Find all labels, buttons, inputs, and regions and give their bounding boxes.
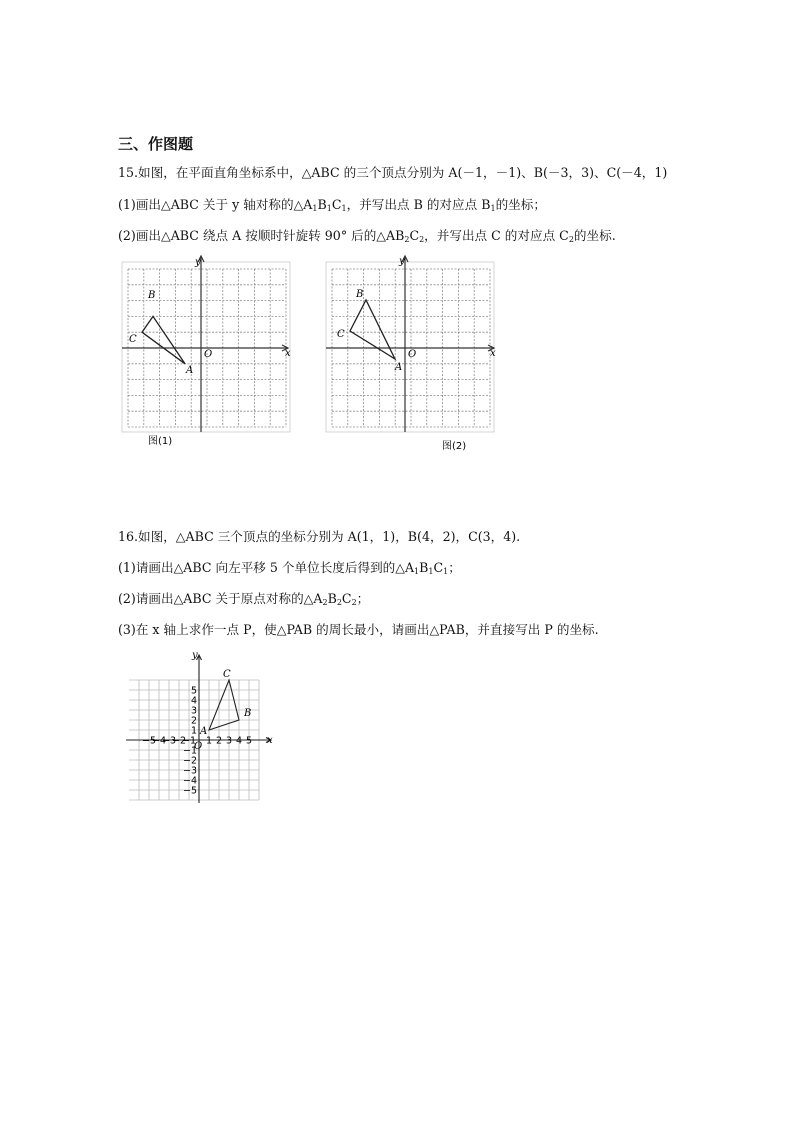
x-tick-label: 5 — [245, 735, 253, 747]
q15-part1: (1)画出△ABC 关于 y 轴对称的$\triangle A_1B_1C_1$，并写出点 B 的对应点 $B_1$的坐标； — [118, 197, 546, 213]
x-axis-label: x — [490, 348, 496, 359]
y-tick-label: 3 — [190, 705, 197, 717]
triangle-abc — [209, 680, 239, 730]
x-tick-label: −3 — [161, 735, 177, 747]
point-b-label: B — [356, 289, 364, 300]
y-tick-label: −3 — [182, 765, 197, 777]
y-tick-label: 1 — [190, 725, 197, 737]
q15-figure-2 — [322, 252, 502, 457]
q15-figure-1 — [118, 252, 298, 452]
q16-part3: (3)在 x 轴上求作一点 P，使△PAB 的周长最小，请画出△PAB，并直接写出 P 的坐标. — [118, 622, 599, 637]
x-tick-label: 2 — [215, 735, 223, 747]
y-tick-label: −2 — [182, 755, 197, 767]
y-axis-label: y — [399, 256, 405, 267]
origin-label: O — [204, 349, 213, 360]
y-axis-label: y — [195, 257, 201, 268]
x-tick-label: −5 — [141, 735, 157, 747]
q16-stem: 16.如图，△ABC 三个顶点的坐标分别为 A(1，1)，B(4，2)，C(3，4). — [118, 529, 521, 544]
triangle-abc — [142, 316, 185, 363]
x-tick-label: 4 — [235, 735, 243, 747]
figure-2-caption: 图(2) — [442, 441, 467, 452]
y-tick-label: 2 — [190, 715, 197, 727]
section-title: 三、作图题 — [118, 135, 194, 153]
q16-figure — [118, 650, 278, 805]
origin-label: O — [408, 349, 417, 360]
figure-1-caption: 图(1) — [148, 436, 173, 447]
y-axis — [402, 256, 408, 432]
y-axis — [198, 256, 204, 432]
x-tick-label: −4 — [151, 735, 167, 747]
point-a-label: A — [186, 365, 194, 376]
x-tick-label: −2 — [171, 735, 187, 747]
y-tick-label: 4 — [190, 695, 197, 707]
y-tick-label: −4 — [182, 775, 197, 787]
triangle-abc — [350, 300, 395, 359]
y-tick-label: 5 — [190, 685, 197, 697]
y-tick-label: −5 — [182, 785, 197, 797]
y-tick-label: −1 — [182, 745, 197, 757]
origin-label: O — [194, 741, 203, 752]
x-tick-label: 3 — [225, 735, 233, 747]
q15-part2: (2)画出△ABC 绕点 A 按顺时针旋转 90° 后的$\triangle AB_2C_2$，并写出点 C 的对应点 $C_2$的坐标. — [118, 228, 616, 244]
q15-stem: 15.如图，在平面直角坐标系中，△ABC 的三个顶点分别为 A(－1，－1)、B(－3，3)、C(－4，1) — [118, 165, 668, 180]
point-c-label: C — [337, 329, 345, 340]
point-a-label: A — [395, 362, 403, 373]
point-c-label: C — [223, 669, 231, 680]
point-b-label: B — [244, 708, 252, 719]
y-axis-label: y — [192, 650, 198, 661]
point-c-label: C — [129, 334, 137, 345]
x-tick-label: −1 — [181, 735, 197, 747]
x-tick-label: 1 — [205, 735, 213, 747]
x-axis-label: x — [285, 348, 291, 359]
q16-part2: (2)请画出△ABC 关于原点对称的$\triangle A_2B_2C_2$； — [118, 591, 370, 607]
point-b-label: B — [148, 290, 156, 301]
q16-part1: (1)请画出△ABC 向左平移 5 个单位长度后得到的$\triangle A_1B_1C_1$； — [118, 560, 461, 576]
x-axis-label: x — [267, 735, 273, 746]
point-a-label: A — [200, 726, 208, 737]
